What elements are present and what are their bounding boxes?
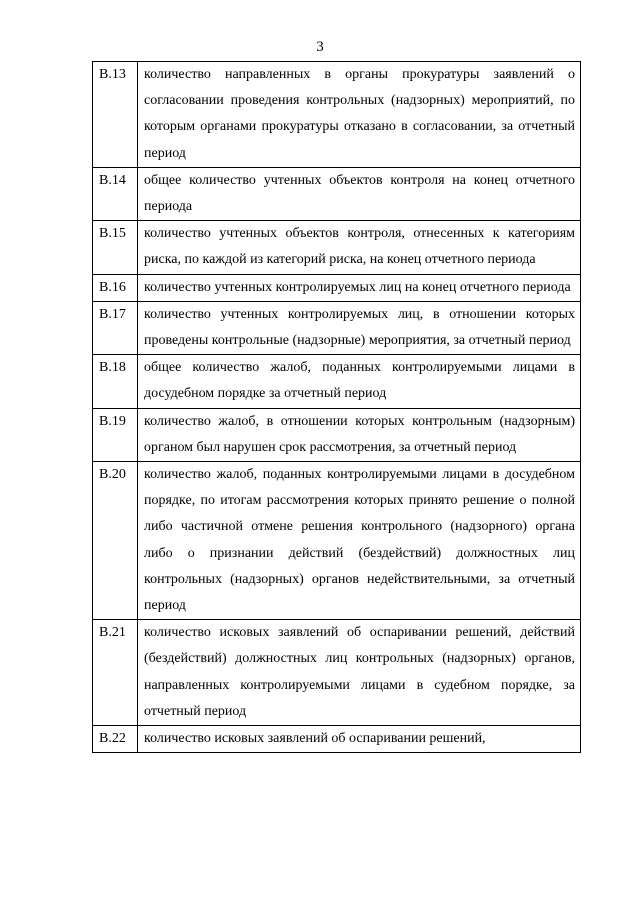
table-row (93, 355, 581, 408)
table-row (93, 167, 581, 220)
table-row (93, 620, 581, 726)
indicator-code: В.14 (93, 167, 138, 220)
table-row (93, 462, 581, 620)
table-row (93, 726, 581, 753)
indicator-code: В.22 (93, 726, 138, 753)
indicator-description: количество исковых заявлений об оспаривании решений, действий (бездействий) должностных лиц контрольных (надзорных) органов, направленных контролируемыми лицами в судебном порядке, за отчетный период (138, 620, 581, 726)
indicator-description: количество жалоб, поданных контролируемыми лицами в досудебном порядке, по итогам рассмотрения которых принято решение о полной либо частичной отмене решения контрольного (надзорного) органа либо о признании действий (бездействий) должностных лиц контрольных (надзорных) органов недействительными, за отчетный период (138, 462, 581, 620)
indicator-code: В.15 (93, 221, 138, 274)
table-row (93, 62, 581, 168)
indicator-description: количество жалоб, в отношении которых контрольным (надзорным) органом был нарушен срок рассмотрения, за отчетный период (138, 408, 581, 461)
table-row (93, 408, 581, 461)
page-number: 3 (316, 39, 324, 55)
indicator-code: В.13 (93, 62, 138, 168)
indicator-description: количество учтенных объектов контроля, отнесенных к категориям риска, по каждой из категорий риска, на конец отчетного периода (138, 221, 581, 274)
indicator-description: количество направленных в органы прокуратуры заявлений о согласовании проведения контрольных (надзорных) мероприятий, по которым органами прокуратуры отказано в согласовании, за отчетный период (138, 62, 581, 168)
indicator-code: В.18 (93, 355, 138, 408)
indicator-code: В.19 (93, 408, 138, 461)
indicator-code: В.20 (93, 462, 138, 620)
indicator-code: В.21 (93, 620, 138, 726)
indicator-code: В.17 (93, 301, 138, 354)
indicator-description: общее количество учтенных объектов контроля на конец отчетного периода (138, 167, 581, 220)
indicator-description: количество учтенных контролируемых лиц, в отношении которых проведены контрольные (надзорные) мероприятия, за отчетный период (138, 301, 581, 354)
indicator-description: общее количество жалоб, поданных контролируемыми лицами в досудебном порядке за отчетный период (138, 355, 581, 408)
table-row (93, 301, 581, 354)
indicator-description: количество исковых заявлений об оспаривании решений, (138, 726, 581, 753)
indicator-description: количество учтенных контролируемых лиц на конец отчетного периода (138, 274, 581, 301)
indicators-table (92, 61, 581, 753)
indicator-code: В.16 (93, 274, 138, 301)
table-row (93, 274, 581, 301)
table-row (93, 221, 581, 274)
